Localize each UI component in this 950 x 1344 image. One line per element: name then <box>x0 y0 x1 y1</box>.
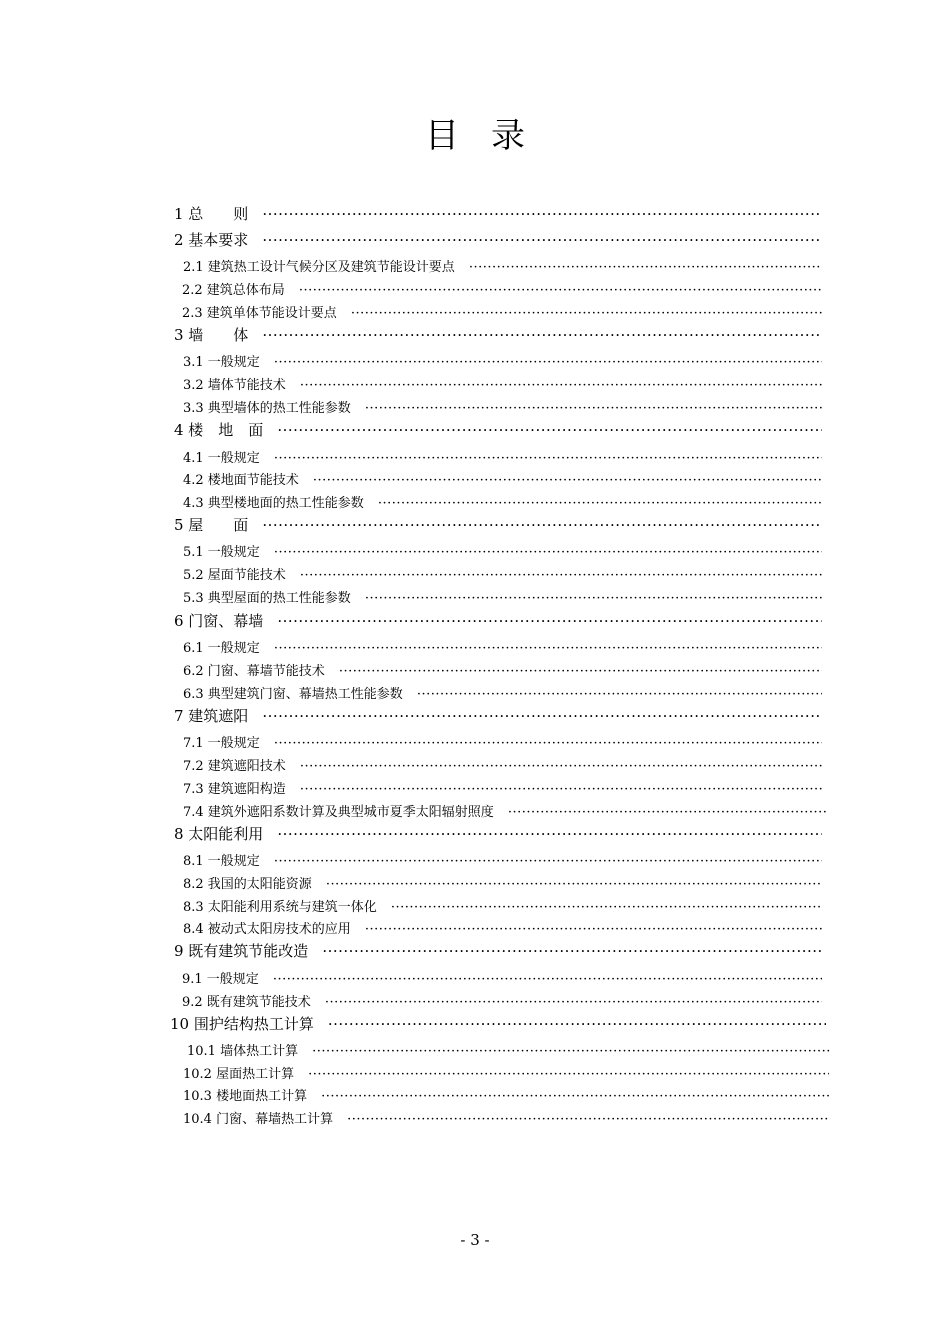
toc-leader-dots <box>300 782 822 797</box>
toc-leader-dots <box>328 1015 826 1033</box>
toc-leader-dots <box>339 664 822 679</box>
toc-leader-dots <box>322 942 822 960</box>
toc-leader-dots <box>277 421 822 439</box>
toc-section-row[interactable] <box>183 873 822 892</box>
toc-entry-label: 3.2 墙体节能技术 <box>183 378 286 393</box>
toc-section-row[interactable] <box>182 279 822 298</box>
toc-entry-label: 9.1 一般规定 <box>182 972 259 987</box>
toc-entry-label: 10.3 楼地面热工计算 <box>183 1089 308 1104</box>
toc-leader-dots <box>262 326 822 344</box>
toc-section-row[interactable] <box>183 397 822 416</box>
toc-leader-dots <box>325 995 822 1010</box>
toc-leader-dots <box>300 759 822 774</box>
toc-section-row[interactable] <box>183 778 822 797</box>
toc-entry-label: 6.1 一般规定 <box>183 641 260 656</box>
toc-entry-label: 10.4 门窗、幕墙热工计算 <box>183 1112 334 1127</box>
toc-chapter-row[interactable] <box>174 705 822 726</box>
toc-entry-label: 2.2 建筑总体布局 <box>182 283 285 298</box>
toc-chapter-row[interactable] <box>174 419 822 440</box>
toc-leader-dots <box>417 687 822 702</box>
toc-section-row[interactable] <box>183 732 822 751</box>
toc-leader-dots <box>262 516 822 534</box>
toc-entry-label: 8.3 太阳能利用系统与建筑一体化 <box>183 900 377 915</box>
toc-entry-label: 8.1 一般规定 <box>183 854 260 869</box>
title-char-2: 录 <box>491 116 525 156</box>
toc-entry-label: 3.1 一般规定 <box>183 355 260 370</box>
toc-entry-label: 5.3 典型屋面的热工性能参数 <box>183 591 351 606</box>
toc-entry-label: 9 既有建筑节能改造 <box>174 942 309 960</box>
toc-entry-label: 10.1 墙体热工计算 <box>187 1044 299 1059</box>
toc-leader-dots <box>262 205 822 223</box>
toc-section-row[interactable] <box>183 1085 829 1104</box>
toc-section-row[interactable] <box>182 968 822 987</box>
toc-section-row[interactable] <box>183 755 822 774</box>
toc-leader-dots <box>312 1044 831 1059</box>
toc-leader-dots <box>262 231 822 249</box>
toc-entry-label: 3.3 典型墙体的热工性能参数 <box>183 401 351 416</box>
toc-leader-dots <box>277 825 822 843</box>
toc-section-row[interactable] <box>183 637 822 656</box>
toc-leader-dots <box>262 707 822 725</box>
toc-chapter-row[interactable] <box>174 823 822 844</box>
page-number: - 3 - <box>460 1231 490 1249</box>
toc-leader-dots <box>273 972 822 987</box>
toc-section-row[interactable] <box>183 587 822 606</box>
toc-section-row[interactable] <box>183 1108 829 1127</box>
toc-leader-dots <box>274 355 822 370</box>
toc-entry-label: 5.1 一般规定 <box>183 545 260 560</box>
toc-leader-dots <box>508 805 828 820</box>
toc-leader-dots <box>351 306 822 321</box>
toc-entry-label: 2.3 建筑单体节能设计要点 <box>182 306 337 321</box>
toc-leader-dots <box>274 451 822 466</box>
toc-entry-label: 10 围护结构热工计算 <box>170 1015 314 1033</box>
toc-leader-dots <box>326 877 822 892</box>
toc-entry-label: 10.2 屋面热工计算 <box>183 1067 295 1082</box>
toc-chapter-row[interactable] <box>174 203 822 224</box>
toc-entry-label: 2 基本要求 <box>174 231 249 249</box>
toc-section-row[interactable] <box>187 1040 831 1059</box>
toc-entry-label: 8.2 我国的太阳能资源 <box>183 877 312 892</box>
toc-chapter-row[interactable] <box>174 610 822 631</box>
toc-section-row[interactable] <box>183 447 822 466</box>
toc-section-row[interactable] <box>183 850 822 869</box>
toc-entry-label: 7.1 一般规定 <box>183 736 260 751</box>
toc-section-row[interactable] <box>182 991 822 1010</box>
toc-section-row[interactable] <box>183 918 822 937</box>
toc-entry-label: 4.1 一般规定 <box>183 451 260 466</box>
toc-leader-dots <box>277 612 822 630</box>
toc-entry-label: 4.3 典型楼地面的热工性能参数 <box>183 496 364 511</box>
toc-section-row[interactable] <box>183 1063 829 1082</box>
toc-leader-dots <box>274 641 822 656</box>
toc-leader-dots <box>391 900 822 915</box>
toc-entry-label: 7.4 建筑外遮阳系数计算及典型城市夏季太阳辐射照度 <box>183 805 494 820</box>
toc-leader-dots <box>274 854 822 869</box>
toc-leader-dots <box>274 545 822 560</box>
toc-leader-dots <box>300 378 822 393</box>
toc-entry-label: 9.2 既有建筑节能技术 <box>182 995 311 1010</box>
toc-chapter-row[interactable] <box>174 940 822 961</box>
toc-leader-dots <box>365 591 822 606</box>
title-char-1: 目 <box>425 116 459 156</box>
toc-section-row[interactable] <box>183 374 822 393</box>
toc-chapter-row[interactable] <box>170 1013 826 1034</box>
toc-leader-dots <box>299 283 822 298</box>
toc-leader-dots <box>321 1089 829 1104</box>
toc-entry-label: 5 屋 面 <box>174 516 249 534</box>
toc-entry-label: 3 墙 体 <box>174 326 249 344</box>
toc-chapter-row[interactable] <box>174 514 822 535</box>
toc-section-row[interactable] <box>183 541 822 560</box>
toc-entry-label: 7.3 建筑遮阳构造 <box>183 782 286 797</box>
toc-entry-label: 7.2 建筑遮阳技术 <box>183 759 286 774</box>
toc-entry-label: 5.2 屋面节能技术 <box>183 568 286 583</box>
toc-leader-dots <box>365 922 822 937</box>
toc-entry-label: 2.1 建筑热工设计气候分区及建筑节能设计要点 <box>183 260 455 275</box>
toc-entry-label: 4.2 楼地面节能技术 <box>183 473 299 488</box>
toc-leader-dots <box>300 568 822 583</box>
toc-section-row[interactable] <box>183 256 822 275</box>
toc-leader-dots <box>365 401 822 416</box>
toc-leader-dots <box>347 1112 829 1127</box>
toc-entry-label: 8.4 被动式太阳房技术的应用 <box>183 922 351 937</box>
toc-entry-label: 1 总 则 <box>174 205 249 223</box>
toc-entry-label: 4 楼 地 面 <box>174 421 264 439</box>
toc-section-row[interactable] <box>182 302 822 321</box>
toc-section-row[interactable] <box>183 896 822 915</box>
toc-chapter-row[interactable] <box>174 229 822 250</box>
toc-entry-label: 6 门窗、幕墙 <box>174 612 264 630</box>
toc-section-row[interactable] <box>183 492 822 511</box>
toc-entry-label: 6.2 门窗、幕墙节能技术 <box>183 664 325 679</box>
toc-entry-label: 6.3 典型建筑门窗、幕墙热工性能参数 <box>183 687 403 702</box>
toc-chapter-row[interactable] <box>174 324 822 345</box>
toc-leader-dots <box>469 260 822 275</box>
toc-section-row[interactable] <box>183 564 822 583</box>
toc-section-row[interactable] <box>183 660 822 679</box>
toc-entry-label: 7 建筑遮阳 <box>174 707 249 725</box>
toc-section-row[interactable] <box>183 469 822 488</box>
toc-entry-label: 8 太阳能利用 <box>174 825 264 843</box>
toc-leader-dots <box>308 1067 829 1082</box>
toc-leader-dots <box>313 473 822 488</box>
toc-section-row[interactable] <box>183 683 822 702</box>
toc-leader-dots <box>378 496 822 511</box>
toc-leader-dots <box>274 736 822 751</box>
toc-section-row[interactable] <box>183 351 822 370</box>
toc-section-row[interactable] <box>183 801 828 820</box>
